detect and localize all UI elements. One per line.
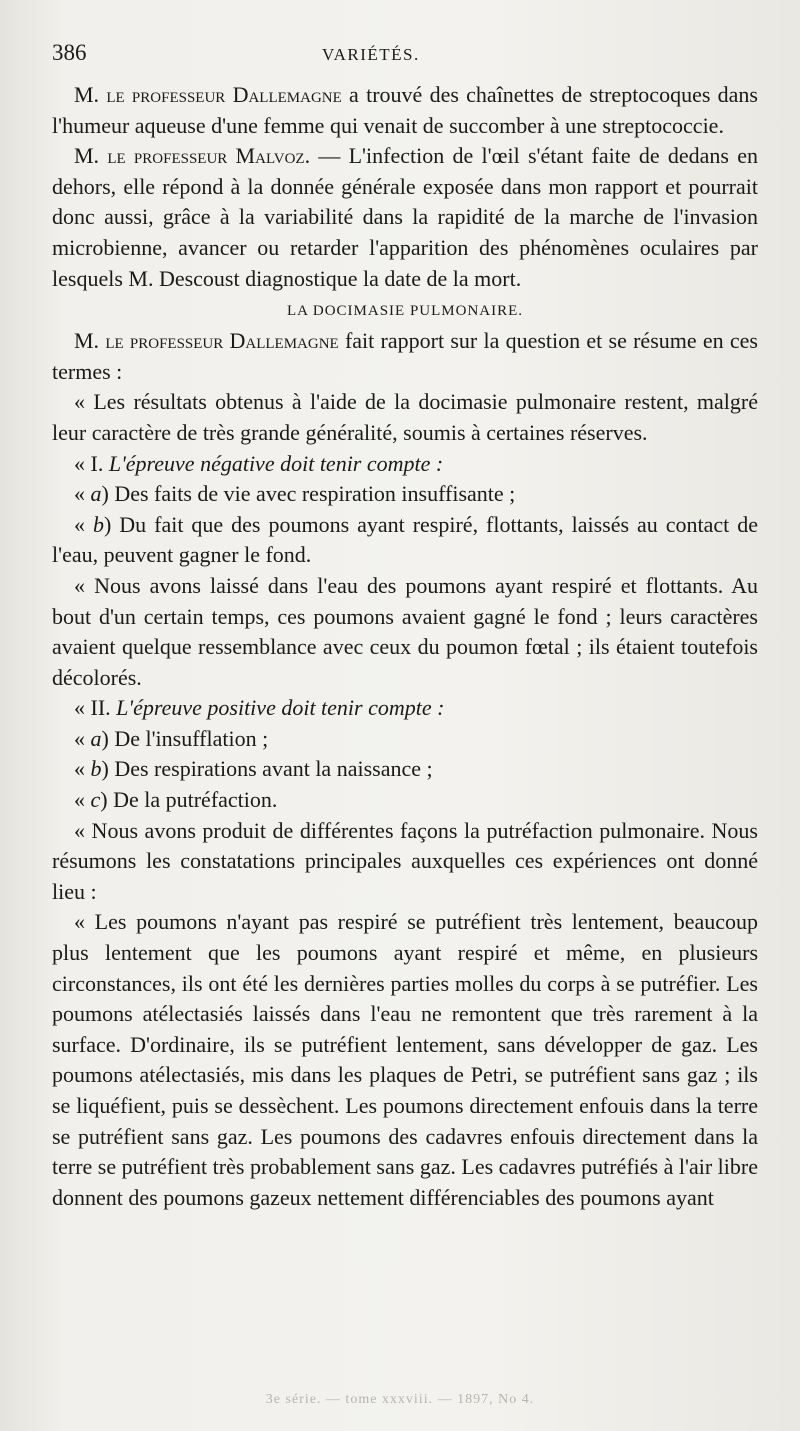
page-footer: 3e série. — tome xxxviii. — 1897, No 4. (265, 1392, 535, 1407)
page-header (52, 40, 758, 80)
paragraph-text: ) Des respirations avant la naissance ; (101, 756, 433, 782)
speaker-name: M. le professeur Malvoz. (74, 143, 311, 169)
paragraph-epreuve-negative (52, 449, 758, 480)
paragraph-text: ) De la putréfaction. (100, 787, 278, 813)
paragraph-text: ) De l'insufflation ; (101, 725, 269, 751)
italic-heading: L'épreuve positive doit tenir compte : (116, 695, 445, 721)
paragraph-epreuve-positive (52, 693, 758, 724)
paragraph-poumons-flottants: « Nous avons laissé dans l'eau des poumons ayant respiré et flottants. Au bout d'un certain temps, ces poumons avaient gagné le fond ; leurs caractères avaient quelque ressemblance avec ceux du poumon fœtal ; ils étaient toutefois décolorés. (52, 572, 758, 690)
paragraph-text: ) Du fait que des poumons ayant respiré, flottants, laissés au contact de l'eau, peuvent gagner le fond. (52, 511, 759, 568)
section-title: LA DOCIMASIE PULMONAIRE. (286, 303, 524, 320)
list-prefix: « (74, 725, 91, 751)
list-prefix: « II. (74, 695, 117, 721)
paragraph-text: a trouvé des chaînettes de streptocoques dans l'humeur aqueuse d'une femme qui venait de succomber à une streptococcie. (52, 82, 758, 138)
paragraph-text: fait rapport sur la question et se résume en ces termes : (52, 328, 758, 384)
list-prefix: « (74, 756, 91, 782)
paragraph-text: ) Des faits de vie avec respiration insuffisante ; (101, 481, 516, 507)
paragraph-item-a-positive (52, 724, 758, 755)
paragraph-resultats: « Les résultats obtenus à l'aide de la docimasie pulmonaire restent, malgré leur caractère de très grande généralité, soumis à certaines réserves. (52, 389, 758, 445)
paragraph-dallemagne-streptocoques (52, 80, 758, 141)
speaker-name: M. le professeur Dallemagne (74, 328, 339, 354)
list-prefix: « (74, 787, 91, 813)
paragraph-constatations: « Les poumons n'ayant pas respiré se putréfient très lentement, beaucoup plus lentement que les poumons ayant respiré et même, en plusieurs circonstances, ils ont été les dernières parties molles du corps à se putréfier. Les poumons atélectasiés laissés dans l'eau ne remontent que très rarement à la surface. D'ordinaire, ils se putréfient lentement, sans développer de gaz. Les poumons atélectasiés, mis dans les plaques de Petri, se putréfient sans gaz ; ils se liquéfient, puis se dessèchent. Les poumons directement enfouis dans la terre se putréfient sans gaz. Les poumons des cadavres enfouis directement dans la terre se putréfient très probablement sans gaz. Les cadavres putréfiés à l'air libre donnent des poumons gazeux nettement différenciables des poumons ayant (52, 909, 758, 1210)
paragraph-malvoz (52, 141, 758, 294)
page-number: 386 (52, 40, 87, 65)
paragraph-item-a-negative (52, 479, 758, 510)
list-prefix: « (74, 511, 93, 537)
speaker-name: M. le professeur Dallemagne (74, 82, 342, 107)
running-title: VARIÉTÉS. (322, 45, 420, 64)
paragraph-item-b-negative (52, 510, 758, 571)
body-text (52, 80, 758, 1213)
list-letter: a (90, 725, 102, 751)
list-letter: c (90, 787, 101, 813)
paragraph-item-c-positive (52, 785, 758, 816)
italic-heading: L'épreuve négative doit tenir compte : (108, 450, 444, 476)
list-prefix: « (74, 481, 91, 507)
paragraph-item-b-positive (52, 754, 758, 785)
paragraph-text: — L'infection de l'œil s'étant faite de dedans en dehors, elle répond à la donnée générale exposée dans mon rapport et pourrait donc aussi, grâce à la variabilité dans la rapidité de la marche de l'invasion microbienne, avancer ou retarder l'apparition des phénomènes oculaires par lesquels M. Descoust diagnostique la date de la mort. (52, 143, 759, 291)
list-letter: a (90, 481, 102, 507)
list-prefix: « I. (74, 450, 109, 476)
list-letter: b (92, 511, 104, 537)
paragraph-putrefaction: « Nous avons produit de différentes façons la putréfaction pulmonaire. Nous résumons les constatations principales auxquelles ces expériences ont donné lieu : (52, 817, 758, 904)
paragraph-dallemagne-rapport (52, 326, 758, 387)
list-letter: b (90, 756, 102, 782)
